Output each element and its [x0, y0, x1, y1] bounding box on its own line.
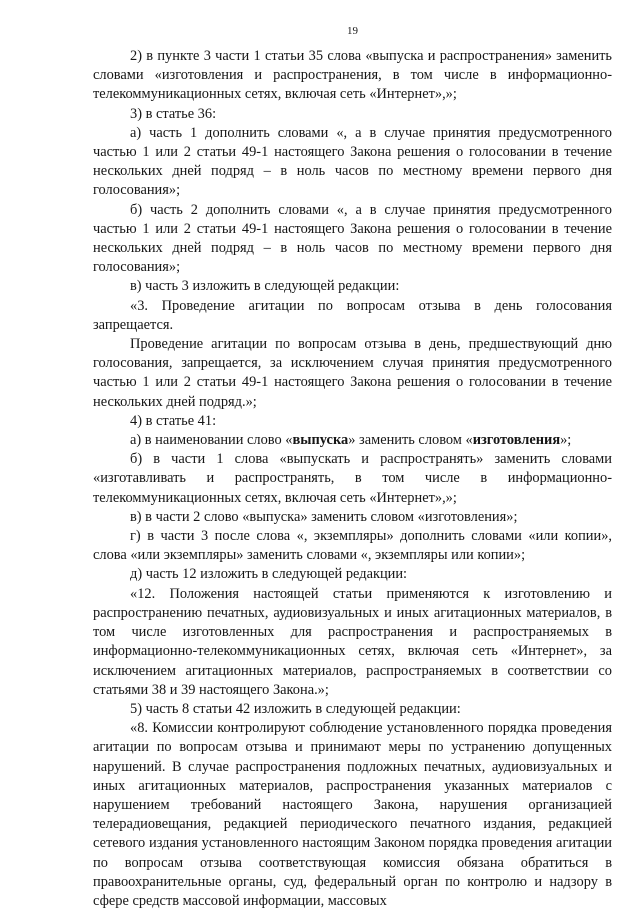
text-run: 4) в статье 41: — [130, 412, 217, 429]
paragraph — [93, 431, 612, 450]
text-run: а) часть 1 дополнить словами «, а в случае принятия предусмотренного частью 1 или 2 статьи 49-1 настоящего Закона решения о голосовании в течение нескольких дней подряд – в ноль часов по местному времени первого дня голосования»; — [93, 124, 612, 199]
text-run: 5) часть 8 статьи 42 изложить в следующей редакции: — [130, 700, 461, 717]
text-run: г) в части 3 после слова «, экземпляры» дополнить словами «или копии», слова «или экземпляры» заменить словами «, экземпляры или копии»; — [93, 528, 612, 564]
paragraph — [93, 297, 612, 335]
page-number: 19 — [347, 25, 358, 37]
paragraph — [93, 585, 612, 700]
text-run: Проведение агитации по вопросам отзыва в день, предшествующий дню голосования, запрещается, за исключением случая принятия предусмотренного частью 1 или 2 статьи 49-1 настоящего Закона решения о голосовании в течение нескольких дней подряд.»; — [93, 336, 612, 410]
text-run: в) часть 3 изложить в следующей редакции: — [130, 278, 400, 295]
paragraph — [93, 277, 612, 296]
paragraph — [93, 124, 612, 201]
text-run: «3. Проведение агитации по вопросам отзыва в день голосования запрещается. — [93, 297, 612, 333]
body-text — [93, 47, 612, 911]
bold-text: изготовления — [472, 432, 561, 449]
paragraph — [93, 105, 612, 124]
text-run: «8. Комиссии контролируют соблюдение установленного порядка проведения агитации по вопросам отзыва и принимают меры по устранению допущенных нарушений. В случае распространения подложных печатных, аудиовизуальных и иных агитационных материалов, распространения указанных материалов с нарушением требований настоящего Закона, нарушения организацией телерадиовещания, редакцией периодического печатного издания, редакцией сетевого издания установленного настоящим Законом порядка проведения агитации по вопросам отзыва соответствующая комиссия обязана обратиться в правоохранительные органы, суд, федеральный орган по контролю и надзору в сфере средств массовой информации, массовых — [93, 720, 612, 909]
paragraph — [93, 47, 612, 105]
paragraph — [93, 700, 612, 719]
paragraph — [93, 565, 612, 584]
paragraph — [93, 335, 612, 412]
text-run: » заменить словом « — [348, 432, 473, 449]
bold-text: выпуска — [292, 432, 349, 449]
paragraph — [93, 412, 612, 431]
text-run: а) в наименовании слово « — [130, 432, 293, 449]
paragraph — [93, 201, 612, 278]
text-run: в) в части 2 слово «выпуска» заменить словом «изготовления»; — [130, 508, 518, 525]
text-run: 3) в статье 36: — [130, 105, 217, 122]
text-run: »; — [560, 432, 572, 449]
paragraph — [93, 719, 612, 911]
text-run: б) в части 1 слова «выпускать и распространять» заменить словами «изготавливать и распространять, в том числе в информационно-телекоммуникационных сетях, включая сеть «Интернет»,»; — [93, 451, 612, 506]
text-run: б) часть 2 дополнить словами «, а в случае принятия предусмотренного частью 1 или 2 статьи 49-1 настоящего Закона решения о голосовании в течение нескольких дней подряд – в ноль часов по местному времени первого дня голосования»; — [93, 201, 612, 276]
text-run: 2) в пункте 3 части 1 статьи 35 слова «выпуска и распространения» заменить словами «изготовления и распространения, в том числе в информационно-телекоммуникационных сетях, включая сеть «Интернет»,»; — [93, 48, 612, 103]
text-run: д) часть 12 изложить в следующей редакции: — [130, 566, 408, 583]
paragraph — [93, 527, 612, 565]
paragraph — [93, 508, 612, 527]
paragraph — [93, 450, 612, 508]
text-run: «12. Положения настоящей статьи применяются к изготовлению и распространению печатных, аудиовизуальных и иных агитационных материалов, в том числе изготовленных для распространения и распространяемых в информационно-телекоммуникационных сетях, включая сеть «Интернет», за исключением агитационных материалов, распространяемых в соответствии со статьями 38 и 39 настоящего Закона.»; — [93, 585, 612, 698]
